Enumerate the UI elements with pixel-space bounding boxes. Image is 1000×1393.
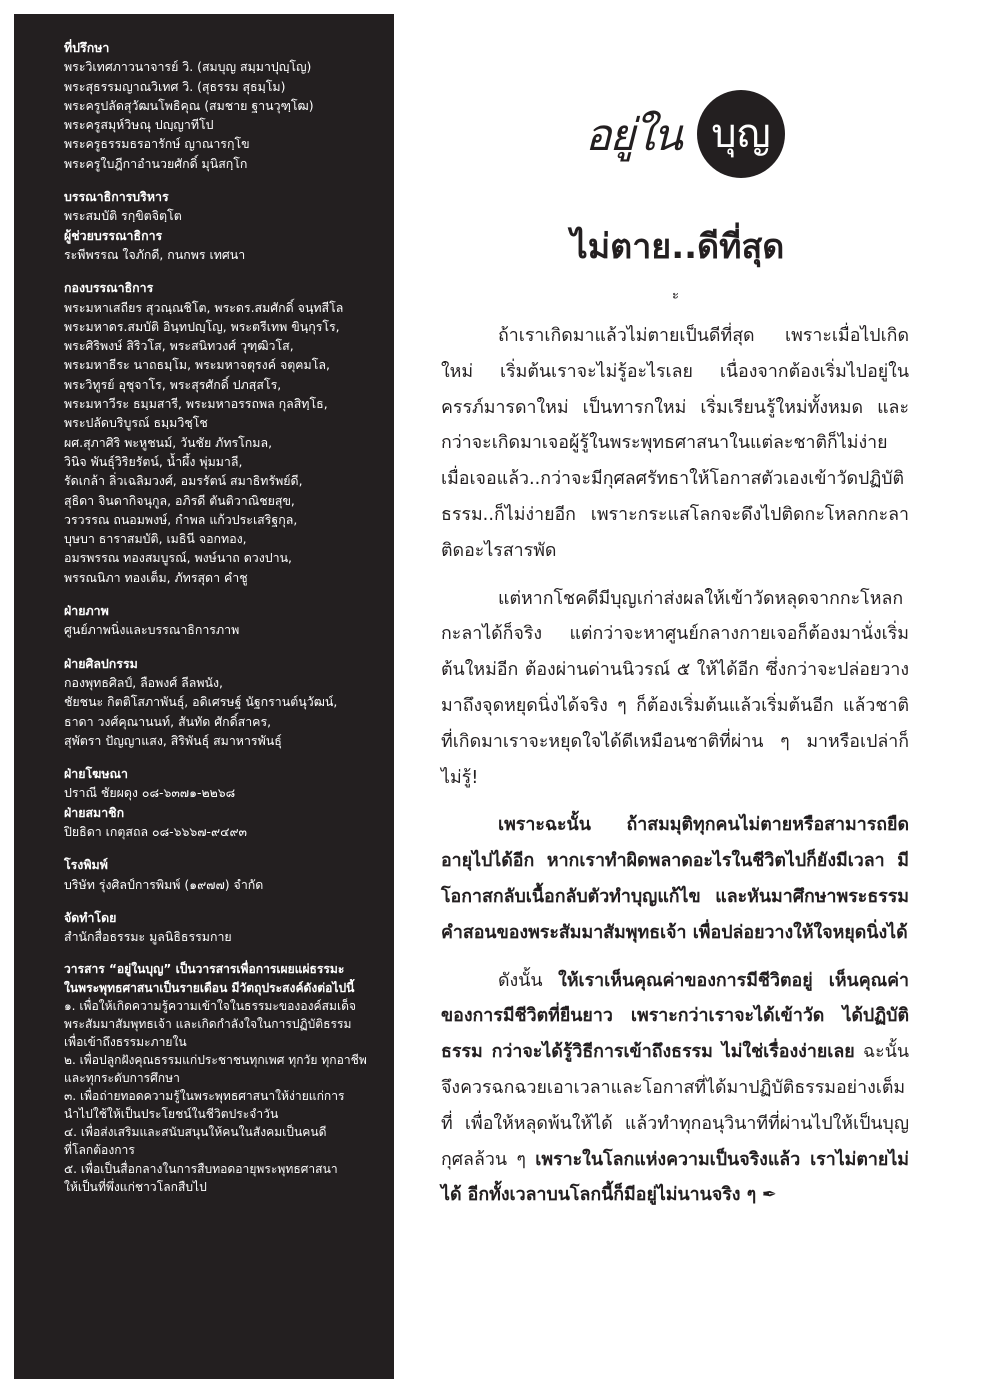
objective-line: ๕. เพื่อเป็นสื่อกลางในการสืบทอดอายุพระพุทธศาสนา [64, 1161, 338, 1176]
credit-line: พระครูธรรมธรอารักษ์ ญาณารกฺโข [64, 136, 250, 152]
about-heading: วารสาร “อยู่ในบุญ” เป็นวารสารเพื่อการเผยแผ่ธรรมะ [64, 962, 345, 977]
credit-line: พระสมบัติ รกฺขิตจิตฺโต [64, 208, 182, 224]
objective-line: ๓. เพื่อถ่ายทอดความรู้ในพระพุทธศาสนาให้ง่ายแก่การ [64, 1089, 345, 1104]
credit-line: ระพีพรรณ ใจภักดี, กนกพร เทศนา [64, 246, 246, 262]
art-section [64, 654, 380, 750]
text-run: ฉะนั้นจึงควรฉกฉวยเอาเวลาและโอกาสที่ได้มาปฏิบัติธรรมอย่างเต็มที่ เพื่อให้หลุดพ้นให้ได้ แล้วทำทุกอนุวินาทีที่ผ่านไปให้เป็นบุญกุศลล้วน ๆ [441, 1041, 909, 1170]
objective-line: และทุกระดับการศึกษา [64, 1071, 180, 1086]
credit-line: พระวิเทศภาวนาจารย์ วิ. (สมบุญ สมฺมาปุญฺโญ) [64, 59, 312, 75]
art-heading: ฝ่ายศิลปกรรม [64, 655, 138, 671]
emphasis-text: เพราะในโลกแห่งความเป็นจริงแล้ว เราไม่ตายไม่ได้ อีกทั้งเวลาบนโลกนี้ก็มีอยู่ไม่นานจริง ๆ [441, 1148, 909, 1206]
credit-line: พระครูปลัดสุวัฒนโพธิคุณ (สมชาย ฐานวุฑฺโฒ) [64, 97, 314, 113]
credit-line: ศูนย์ภาพนิ่งและบรรณาธิการภาพ [64, 622, 240, 638]
article-title: ไม่ตาย..ดีที่สุด [570, 227, 785, 267]
advisors-heading: ที่ปรึกษา [64, 40, 110, 55]
photo-section [64, 601, 380, 640]
assistant-editor-heading: ผู้ช่วยบรรณาธิการ [64, 227, 163, 243]
about-section [64, 960, 380, 1195]
credit-line: ธาดา วงศ์คุณานนท์, สันทัด ศักดิ์สาคร, [64, 713, 272, 729]
credit-line: รัดเกล้า ลิ่วเฉลิมวงศ์, อมรรัตน์ สมาธิทรัพย์ดี, [64, 473, 303, 489]
credit-line: พระมหาธีระ นาถธมฺโม, พระมหาจตุรงค์ จตุฅมโล, [64, 357, 330, 373]
editorial-board-section [64, 278, 380, 587]
advisors-section [64, 38, 380, 173]
objective-line: พระสัมมาสัมพุทธเจ้า และเกิดกำลังใจในการปฏิบัติธรรม [64, 1016, 352, 1031]
printing-heading: โรงพิมพ์ [64, 857, 108, 873]
editorial-admin-section [64, 187, 380, 264]
article-paragraph: ถ้าเราเกิดมาแล้วไม่ตายเป็นดีที่สุด เพราะเมื่อไปเกิดใหม่ เริ่มต้นเราจะไม่รู้อะไรเลย เนื่องจากต้องเริ่มไปอยู่ในครรภ์มารดาใหม่ เป็นทารกใหม่ เริ่มเรียนรู้ใหม่ทั้งหมด และกว่าจะเกิดมาเจอผู้รู้ในพระพุทธศาสนาในแต่ละชาติก็ไม่ง่าย เมื่อเจอแล้ว..กว่าจะมีกุศลศรัทธาให้โอกาสตัวเองเข้าวัดปฏิบัติธรรม..ก็ไม่ง่ายอีก เพราะกระแสโลกจะดึงไปติดกะโหลกกะลา ติดอะไรสารพัด [441, 325, 909, 561]
credit-line: พระวิทูรย์ อุชุจาโร, พระสุรศักดิ์ ปภสฺสโร, [64, 376, 282, 392]
logo-text: อยู่ใน [585, 110, 681, 161]
magazine-logo [585, 88, 790, 178]
credit-line: พระครูสมุห์วิษณุ ปญฺญาทีโป [64, 117, 214, 133]
credit-line: อมรพรรณ ทองสมบูรณ์, พงษ์นาถ ดวงปาน, [64, 550, 292, 566]
printing-section [64, 855, 380, 894]
objective-line: ๔. เพื่อส่งเสริมและสนับสนุนให้คนในสังคมเป็นคนดี [64, 1125, 327, 1140]
advertising-heading: ฝ่ายโฆษณา [64, 766, 128, 782]
objective-line: เพื่อเข้าถึงธรรมะภายใน [64, 1034, 187, 1049]
credit-line: พรรณนิภา ทองเต็ม, ภัทรสุดา คำชู [64, 569, 248, 585]
about-heading: ในพระพุทธศาสนาเป็นรายเดือน มีวัตถุประสงค์ดังต่อไปนี้ [64, 980, 355, 995]
text-run: ดังนั้น [498, 969, 559, 991]
credit-line: พระศิริพงษ์ สิริวโส, พระสนิทวงศ์ วุฑฺฒิวโส, [64, 338, 294, 354]
objective-line: ให้เป็นที่พึ่งแก่ชาวโลกสืบไป [64, 1179, 207, 1194]
credit-line: วินิจ พันธุ์วิริยรัตน์, น้ำผึ้ง พุ่มมาลี, [64, 453, 243, 469]
credits-sidebar [14, 14, 394, 1379]
credit-line: สำนักสื่อธรรมะ มูลนิธิธรรมกาย [64, 929, 232, 945]
objective-line: ๑. เพื่อให้เกิดความรู้ความเข้าใจในธรรมะขององค์สมเด็จ [64, 998, 357, 1013]
editorial-board-heading: กองบรรณาธิการ [64, 280, 154, 296]
title-ornament: ะ [672, 288, 679, 303]
credit-line: สุพัตรา ปัญญาแสง, สิริพันธุ์ สมาหารพันธุ์ [64, 732, 282, 748]
credit-line: บริษัท รุ่งศิลป์การพิมพ์ (๑๙๗๗) จำกัด [64, 876, 264, 892]
producer-heading: จัดทำโดย [64, 909, 117, 925]
article-paragraph: แต่หากโชคดีมีบุญเก่าส่งผลให้เข้าวัดหลุดจากกะโหลกกะลาได้ก็จริง แต่กว่าจะหาศูนย์กลางกายเจอก็ต้องมานั่งเริ่มต้นใหม่อีก ต้องผ่านด่านนิวรณ์ ๕ ให้ได้อีก ซึ่งกว่าจะปล่อยวางมาถึงจุดหยุดนิ่งได้จริง ๆ ก็ต้องเริ่มต้นแล้วเริ่มต้นอีก แล้วชาติที่เกิดมาเราจะหยุดใจได้ดีเหมือนชาติที่ผ่าน ๆ มาหรือเปล่าก็ไม่รู้! [441, 587, 909, 788]
producer-section [64, 908, 380, 947]
credit-line: ผศ.สุภาศิริ พะหูชนม์, วันชัย ภัทรโกมล, [64, 434, 273, 450]
credit-line: ปราณี ชัยผดุง ๐๘-๖๓๗๑-๒๒๖๘ [64, 785, 236, 801]
credit-line: บุษบา ธาราสมบัติ, เมธินี จอกทอง, [64, 531, 247, 547]
objective-line: ที่โลกต้องการ [64, 1143, 135, 1158]
credit-line: พระครูใบฎีกาอำนวยศักดิ์ มุนิสกฺโก [64, 155, 248, 171]
credit-line: พระปลัดบริบูรณ์ ธมฺมวิชฺโช [64, 415, 208, 431]
credit-line: วรวรรณ ถนอมพงษ์, กำพล แก้วประเสริฐกุล, [64, 511, 298, 527]
credit-line: กองพุทธศิลป์, ลือพงศ์ ลีลพนัง, [64, 674, 223, 690]
article-paragraph: เพราะฉะนั้น ถ้าสมมุติทุกคนไม่ตายหรือสามารถยืดอายุไปได้อีก หากเราทำผิดพลาดอะไรในชีวิตไปก็ยังมีเวลา มีโอกาสกลับเนื้อกลับตัวทำบุญแก้ไข และหันมาศึกษาพระธรรมคำสอนของพระสัมมาสัมพุทธเจ้า เพื่อปล่อยวางให้ใจหยุดนิ่งได้ [441, 814, 909, 943]
editor-in-chief-heading: บรรณาธิการบริหาร [64, 189, 169, 205]
logo-circle: บุญ [697, 90, 785, 178]
credit-line: ชัยชนะ กิตติโสภาพันธุ์, อดิเศรษฐ์ นัฐกรานต์นุวัฒน์, [64, 694, 338, 710]
article-paragraph [441, 963, 909, 1214]
emphasis-text: ให้เราเห็นคุณค่าของการมีชีวิตอยู่ เห็นคุณค่าของการมีชีวิตที่ยืนยาว เพราะกว่าเราจะได้เข้าวัด ได้ปฏิบัติธรรม กว่าจะได้รู้วิธีการเข้าถึงธรรม ไม่ใช่เรื่องง่ายเลย [441, 969, 909, 1063]
credit-line: พระสุธรรมญาณวิเทศ วิ. (สุธรรม สุธมฺโม) [64, 78, 286, 94]
photo-heading: ฝ่ายภาพ [64, 603, 109, 619]
credit-line: สุธิดา จินดากิจนุกูล, อภิรดี ตันติวาณิชยสุข, [64, 492, 295, 508]
objective-line: ๒. เพื่อปลูกฝังคุณธรรมแก่ประชาชนทุกเพศ ทุกวัย ทุกอาชีพ [64, 1052, 367, 1067]
credit-line: พระมหาดร.สมบัติ อินฺทปญฺโญ, พระตรีเทพ ขินฺกุรโร, [64, 318, 340, 334]
advertising-section [64, 764, 380, 841]
credit-line: พระมหาเสถียร สุวณฺณชิโต, พระดร.สมศักดิ์ จนฺทสีโล [64, 299, 344, 315]
objective-line: นำไปใช้ให้เป็นประโยชน์ในชีวิตประจำวัน [64, 1107, 279, 1122]
credit-line: พระมหาวีระ ธมฺมสารี, พระมหาอรรถพล กุลสิทฺโธ, [64, 396, 328, 412]
membership-heading: ฝ่ายสมาชิก [64, 804, 125, 820]
credit-line: ปิยธิดา เกตุสถล ๐๘-๖๖๖๗-๙๔๙๓ [64, 823, 247, 839]
article-body [441, 318, 909, 1225]
end-mark-icon: ✒ [761, 1184, 777, 1206]
